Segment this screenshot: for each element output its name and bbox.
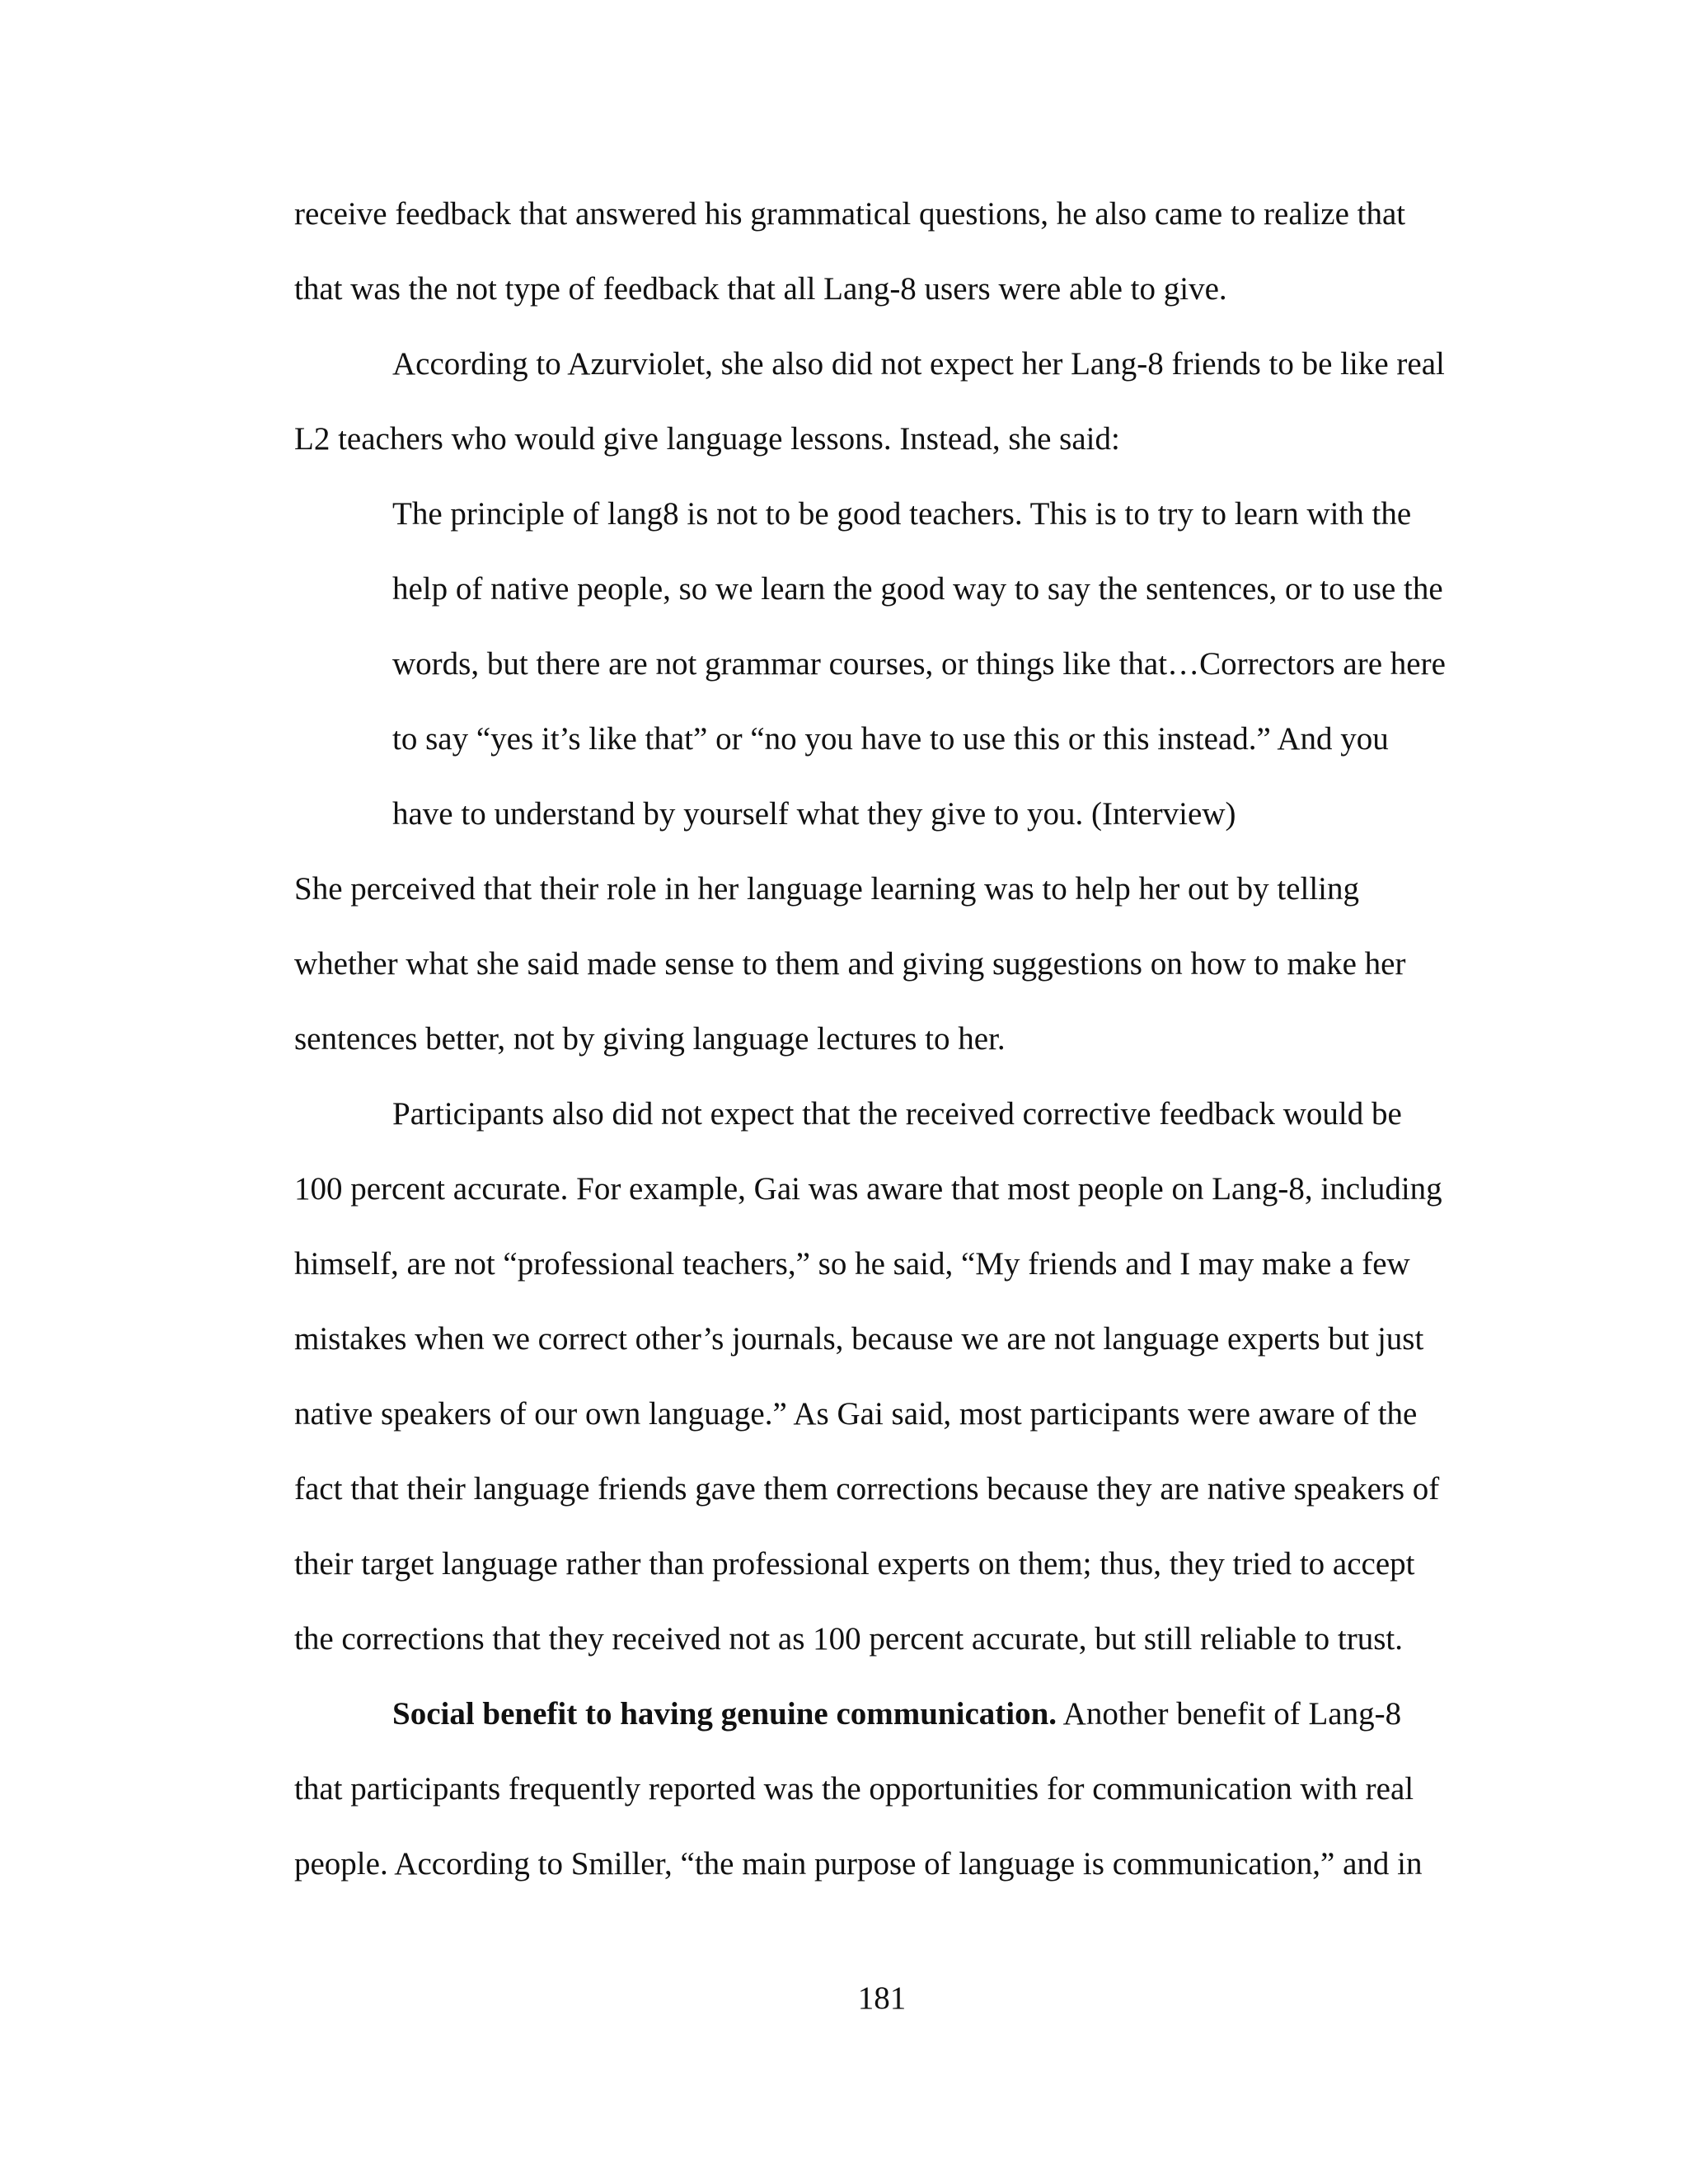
body-text-line: mistakes when we correct other’s journals, because we are not language experts but just: [294, 1321, 1424, 1357]
quote-line: The principle of lang8 is not to be good teachers. This is to try to learn with the: [392, 496, 1412, 532]
body-text-line: himself, are not “professional teachers,” so he said, “My friends and I may make a few: [294, 1246, 1410, 1282]
body-text-line: people. According to Smiller, “the main purpose of language is communication,” and in: [294, 1846, 1423, 1882]
body-text-line: the corrections that they received not as 100 percent accurate, but still reliable to trust.: [294, 1621, 1403, 1657]
body-text-line: L2 teachers who would give language lessons. Instead, she said:: [294, 421, 1120, 457]
body-text-line: 100 percent accurate. For example, Gai was aware that most people on Lang-8, including: [294, 1171, 1442, 1207]
body-text-line: She perceived that their role in her language learning was to help her out by telling: [294, 871, 1359, 907]
page-number: 181: [857, 1980, 907, 2016]
body-text-line: According to Azurviolet, she also did not expect her Lang-8 friends to be like real: [392, 346, 1445, 382]
quote-line: help of native people, so we learn the good way to say the sentences, or to use the: [392, 571, 1443, 607]
body-text-line: native speakers of our own language.” As Gai said, most participants were aware of the: [294, 1396, 1418, 1432]
body-text-line: receive feedback that answered his grammatical questions, he also came to realize that: [294, 196, 1406, 232]
body-text-line: that participants frequently reported was the opportunities for communication with real: [294, 1771, 1414, 1807]
body-text-line: Participants also did not expect that the received corrective feedback would be: [392, 1096, 1402, 1132]
quote-line: to say “yes it’s like that” or “no you have to use this or this instead.” And you: [392, 721, 1389, 757]
body-text-line: that was the not type of feedback that all Lang-8 users were able to give.: [294, 271, 1227, 307]
section-heading-line: [392, 1694, 1401, 1735]
quote-line: have to understand by yourself what they give to you. (Interview): [392, 796, 1236, 832]
body-text-run: Another benefit of Lang-8: [1062, 1696, 1402, 1732]
body-text-line: their target language rather than professional experts on them; thus, they tried to accept: [294, 1546, 1415, 1582]
body-text-line: whether what she said made sense to them and giving suggestions on how to make her: [294, 946, 1406, 982]
body-text-line: fact that their language friends gave them corrections because they are native speakers of: [294, 1471, 1440, 1507]
quote-line: words, but there are not grammar courses, or things like that…Correctors are here: [392, 646, 1446, 682]
body-text-line: sentences better, not by giving language lectures to her.: [294, 1021, 1006, 1057]
run-in-heading: Social benefit to having genuine communication.: [392, 1696, 1057, 1732]
